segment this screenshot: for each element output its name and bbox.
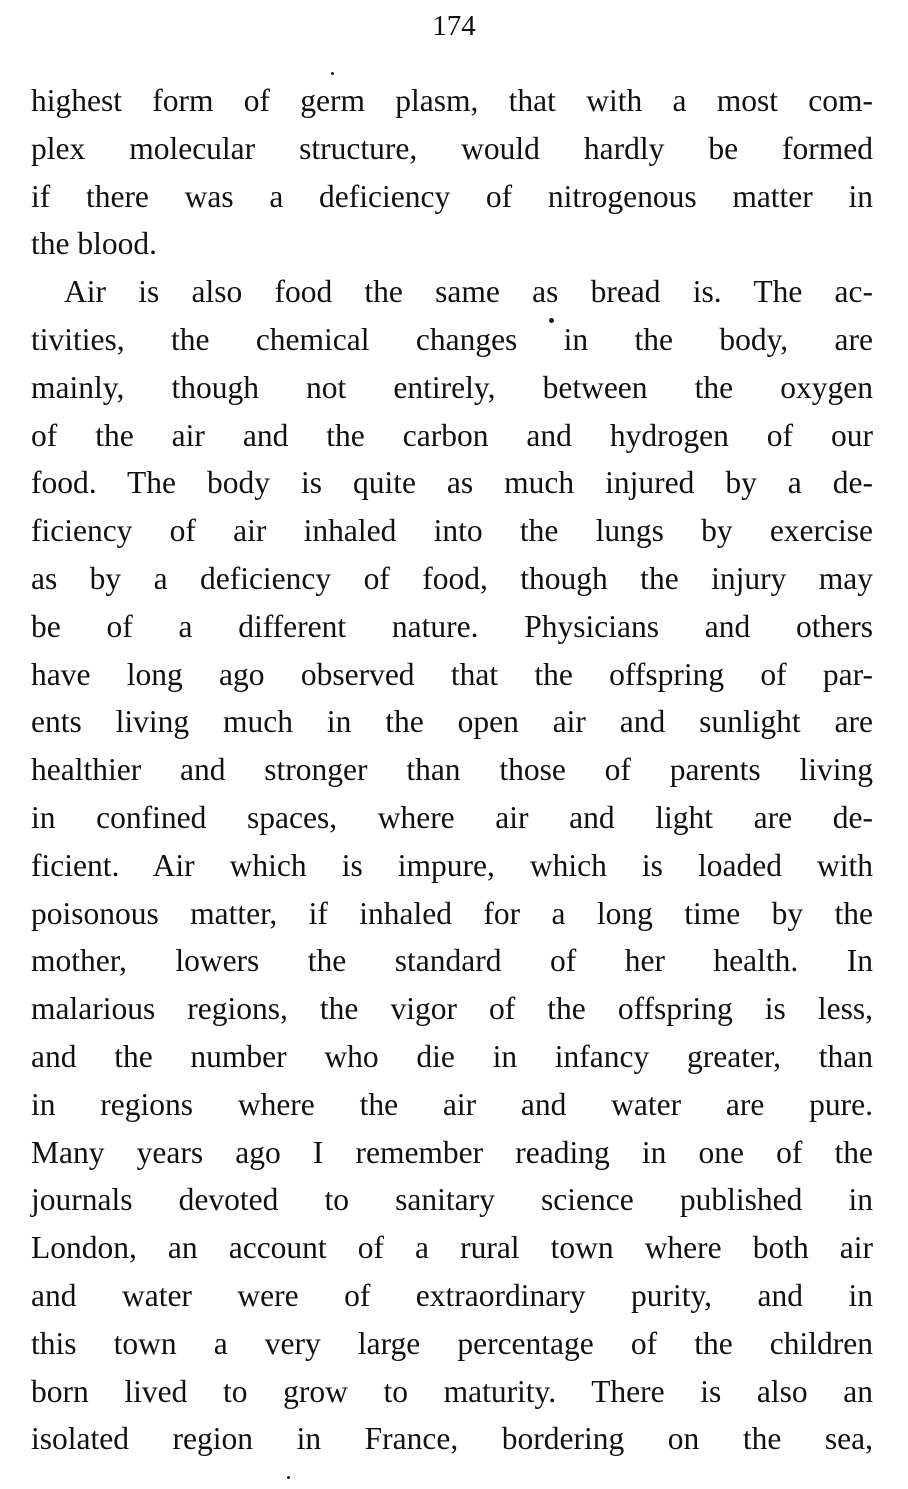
text-line: mainly, though not entirely, between the oxygen <box>31 369 873 405</box>
text-line: food. The body is quite as much injured by a de- <box>31 465 873 501</box>
text-line: ficient. Air which is impure, which is loaded with <box>31 847 873 883</box>
print-speck <box>287 1476 290 1479</box>
paragraph-2 <box>31 268 873 1463</box>
text-line: Many years ago I remember reading in one of the <box>31 1134 873 1170</box>
text-line: be of a different nature. Physicians and others <box>31 608 873 644</box>
text-line: highest form of germ plasm, that with a most com- <box>31 83 873 118</box>
text-line: the blood. <box>31 226 157 262</box>
text-line: of the air and the carbon and hydrogen of our <box>31 417 873 453</box>
page-number: 174 <box>432 10 476 42</box>
print-speck <box>331 72 334 75</box>
text-line: journals devoted to sanitary science published in <box>31 1182 873 1218</box>
text-line: plex molecular structure, would hardly be formed <box>31 130 873 166</box>
text-line: London, an account of a rural town where both air <box>31 1230 873 1266</box>
text-line: this town a very large percentage of the children <box>31 1325 873 1361</box>
text-line: in regions where the air and water are pure. <box>31 1086 873 1122</box>
text-line: born lived to grow to maturity. There is also an <box>31 1373 873 1409</box>
text-line: ents living much in the open air and sunlight are <box>31 704 873 740</box>
body-text <box>31 77 873 1463</box>
text-line: ficiency of air inhaled into the lungs by exercise <box>31 513 873 549</box>
text-line: as by a deficiency of food, though the injury may <box>31 560 873 596</box>
text-line: isolated region in France, bordering on the sea, <box>31 1421 873 1457</box>
text-line: poisonous matter, if inhaled for a long time by the <box>31 895 873 931</box>
text-line: healthier and stronger than those of parents living <box>31 752 873 788</box>
text-line: mother, lowers the standard of her health. In <box>31 943 873 979</box>
text-line: malarious regions, the vigor of the offspring is less, <box>31 991 873 1027</box>
text-line: in confined spaces, where air and light are de- <box>31 799 873 835</box>
text-line: if there was a deficiency of nitrogenous matter in <box>31 178 873 214</box>
text-line: and water were of extraordinary purity, and in <box>31 1277 873 1313</box>
text-line: and the number who die in infancy greater, than <box>31 1038 873 1074</box>
text-line: have long ago observed that the offspring of par- <box>31 656 873 692</box>
text-line: tivities, the chemical changes in the body, are <box>31 321 873 357</box>
text-line: Air is also food the same as bread is. The ac- <box>64 274 873 310</box>
paragraph-1 <box>31 77 873 268</box>
